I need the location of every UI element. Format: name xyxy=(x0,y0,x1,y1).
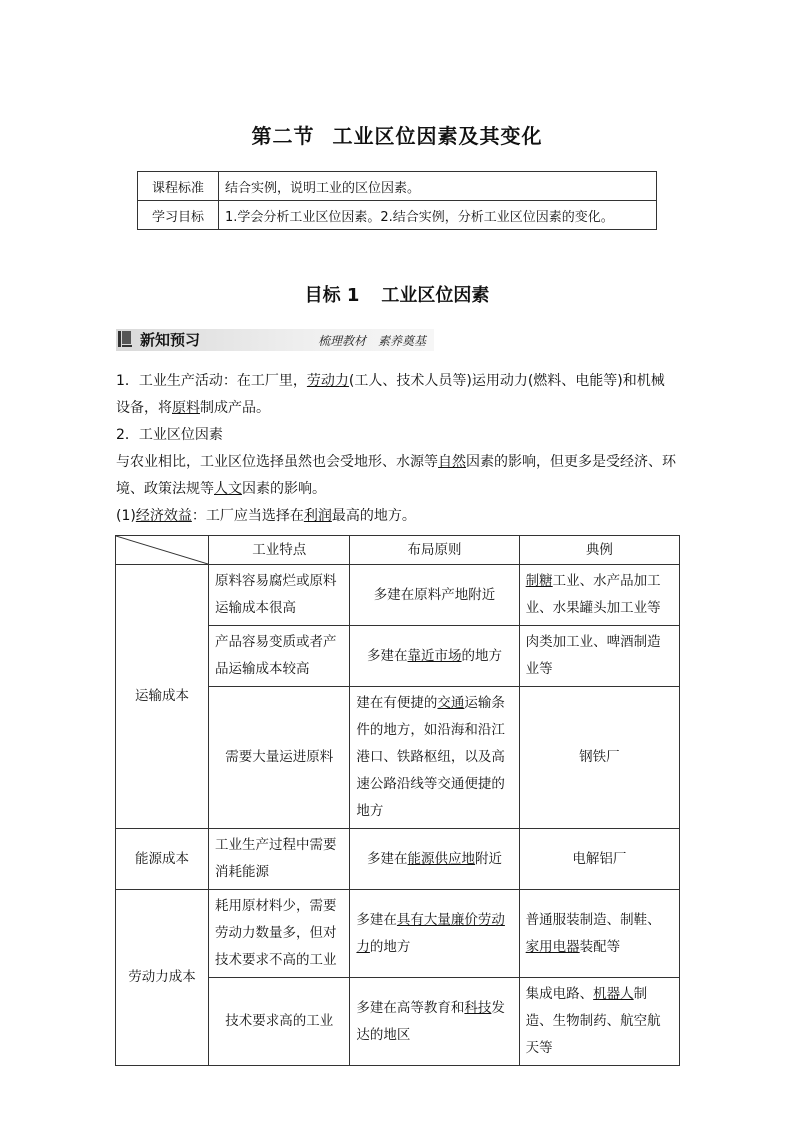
text: (工人、技术人员等)运用动力(燃料、电能等)和机械设备，将 xyxy=(116,373,665,416)
text: 运输条件的地方，如沿海和沿江港口、铁路枢纽，以及高速公路沿线等交通便捷的地方 xyxy=(356,695,505,819)
paragraph-2: 2．工业区位因素 xyxy=(116,427,223,443)
objective-value: 1.学会分析工业区位因素。2.结合实例，分析工业区位因素的变化。 xyxy=(219,201,657,230)
feature-cell: 工业生产过程中需要消耗能源 xyxy=(209,829,350,890)
underlined-term: 靠近市场 xyxy=(407,647,462,664)
example-cell: 电解铝厂 xyxy=(519,829,679,890)
text: 建在有便捷的 xyxy=(356,695,438,711)
goal-name: 工业区位因素 xyxy=(381,285,490,306)
paragraph-4 xyxy=(116,503,678,530)
column-header: 布局原则 xyxy=(350,536,519,565)
underlined-term: 交通 xyxy=(437,695,465,711)
text: 最高的地方。 xyxy=(331,508,416,524)
text: 多建在 xyxy=(356,911,397,928)
text: 工业、水产品加工业、水果罐头加工业等 xyxy=(525,573,661,616)
page-title xyxy=(0,120,794,149)
text: 附近 xyxy=(475,850,503,867)
diagonal-line xyxy=(116,536,208,564)
text: 与农业相比，工业区位选择虽然也会受地形、水源等 xyxy=(116,454,438,470)
underlined-term: 家用电器 xyxy=(525,938,580,955)
text: 普通服装制造、制鞋、 xyxy=(525,911,661,928)
text: 因素的影响，但更多是受经济、环境、政策法规等 xyxy=(116,454,676,497)
paragraph-1 xyxy=(116,368,678,422)
feature-cell: 技术要求高的工业 xyxy=(209,978,350,1066)
feature-cell: 耗用原材料少，需要劳动力数量多，但对技术要求不高的工业 xyxy=(209,890,350,978)
objective-label: 学习目标 xyxy=(138,201,219,230)
term: 工业生产活动 xyxy=(138,373,223,389)
text: ：工厂应当选择在 xyxy=(191,508,304,524)
underlined-term: 人文 xyxy=(214,481,242,497)
example-cell: 钢铁厂 xyxy=(519,687,679,829)
example-cell xyxy=(519,565,679,626)
column-header: 工业特点 xyxy=(209,536,350,565)
group-label: 能源成本 xyxy=(116,829,209,890)
text: 发达的地区 xyxy=(356,999,505,1043)
group-label: 运输成本 xyxy=(116,565,209,829)
section-name: 工业区位因素及其变化 xyxy=(332,124,543,148)
band-subtitle: 梳理教材 素养奠基 xyxy=(318,334,427,348)
example-cell xyxy=(519,978,679,1066)
standard-value: 结合实例，说明工业的区位因素。 xyxy=(219,172,657,201)
diagonal-header-cell xyxy=(116,536,209,565)
table-row xyxy=(116,890,680,978)
text: 因素的影响。 xyxy=(242,481,326,497)
standard-label: 课程标准 xyxy=(138,172,219,201)
underlined-term: 自然 xyxy=(438,454,466,470)
underlined-term: 原料 xyxy=(172,400,200,416)
text: 制成产品。 xyxy=(200,400,270,416)
table-row xyxy=(116,565,680,626)
band-title: 新知预习 xyxy=(140,331,201,349)
table-header-row xyxy=(116,536,680,565)
principle-cell xyxy=(350,829,519,890)
underlined-term: 经济效益 xyxy=(135,508,192,524)
text: 多建在 xyxy=(367,850,408,867)
underlined-term: 科技 xyxy=(464,999,492,1016)
section-number: 第二节 xyxy=(251,124,315,148)
text: 的地方 xyxy=(369,938,411,955)
location-factors-table xyxy=(115,535,680,1066)
text: ：在工厂里， xyxy=(222,373,307,389)
text: 集成电路、 xyxy=(525,986,594,1002)
column-header: 典例 xyxy=(519,536,679,565)
goal-number: 目标 1 xyxy=(304,285,360,306)
principle-cell: 多建在原料产地附近 xyxy=(350,565,519,626)
text: 装配等 xyxy=(579,938,621,955)
feature-cell: 需要大量运进原料 xyxy=(209,687,350,829)
principle-cell xyxy=(350,687,519,829)
underlined-term: 机器人 xyxy=(593,986,634,1002)
item-number: (1) xyxy=(116,508,136,524)
underlined-term: 能源供应地 xyxy=(407,850,476,867)
standards-table xyxy=(137,171,657,230)
text: 的地方 xyxy=(461,647,503,664)
table-row xyxy=(116,829,680,890)
underlined-term: 利润 xyxy=(303,508,332,524)
table-row xyxy=(138,201,657,230)
feature-cell: 原料容易腐烂或原料运输成本很高 xyxy=(209,565,350,626)
underlined-term: 具有大量廉价劳动力 xyxy=(356,911,505,955)
book-icon xyxy=(118,331,132,347)
feature-cell: 产品容易变质或者产品运输成本较高 xyxy=(209,626,350,687)
text: 制造、生物制药、航空航天等 xyxy=(525,986,661,1056)
text: 多建在 xyxy=(367,647,408,664)
underlined-term: 制糖 xyxy=(525,573,553,589)
underlined-term: 劳动力 xyxy=(306,373,349,389)
principle-cell xyxy=(350,890,519,978)
goal-heading xyxy=(0,281,794,307)
group-label: 劳动力成本 xyxy=(116,890,209,1066)
paragraph-3 xyxy=(116,449,678,503)
table-row xyxy=(138,172,657,201)
text: 多建在高等教育和 xyxy=(356,999,465,1016)
principle-cell xyxy=(350,626,519,687)
principle-cell xyxy=(350,978,519,1066)
item-number: 1． xyxy=(116,373,139,389)
example-cell: 肉类加工业、啤酒制造业等 xyxy=(519,626,679,687)
example-cell xyxy=(519,890,679,978)
